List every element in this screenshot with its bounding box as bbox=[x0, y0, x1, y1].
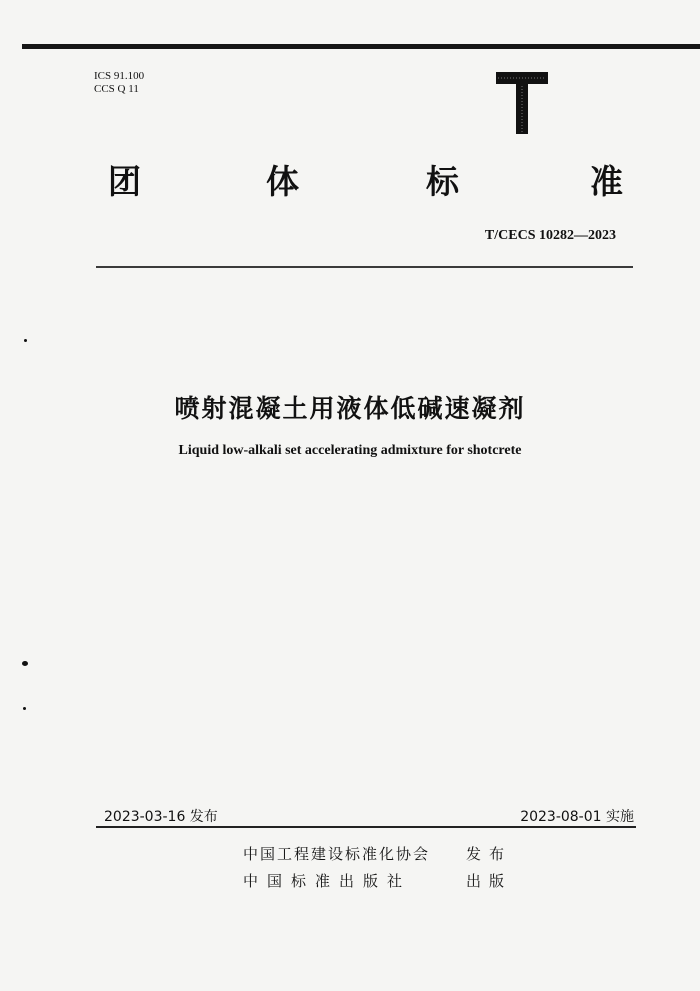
classification-codes bbox=[94, 70, 144, 96]
ccs-code: CCS Q 11 bbox=[94, 83, 139, 95]
standard-type-char: 体 bbox=[266, 162, 299, 201]
implementation-date: 2023-08-01 实施 bbox=[520, 809, 634, 825]
publishing-action: 出版 bbox=[466, 872, 513, 890]
document-title-chinese: 喷射混凝土用液体低碱速凝剂 bbox=[174, 394, 526, 423]
document-title-english: Liquid low-alkali set accelerating admixture for shotcrete bbox=[178, 443, 522, 458]
standard-type-char: 准 bbox=[590, 162, 623, 201]
header-divider bbox=[96, 266, 633, 268]
standard-type-heading bbox=[108, 162, 628, 206]
top-rule bbox=[22, 44, 700, 49]
issuing-organization: 中国工程建设标准化协会 bbox=[243, 845, 431, 863]
standard-t-logo bbox=[490, 66, 554, 138]
scan-speck bbox=[22, 661, 28, 666]
issue-date: 2023-03-16 发布 bbox=[104, 809, 218, 825]
publishing-house: 中国标准出版社 bbox=[243, 872, 412, 890]
standard-type-char: 标 bbox=[426, 162, 459, 201]
scan-speck bbox=[24, 339, 27, 342]
ics-code: ICS 91.100 bbox=[94, 70, 145, 82]
scan-speck bbox=[23, 707, 26, 710]
footer-divider bbox=[96, 826, 636, 828]
standard-number: T/CECS 10282—2023 bbox=[484, 228, 616, 243]
standard-type-char: 团 bbox=[108, 162, 141, 201]
issuing-action: 发布 bbox=[466, 845, 513, 863]
